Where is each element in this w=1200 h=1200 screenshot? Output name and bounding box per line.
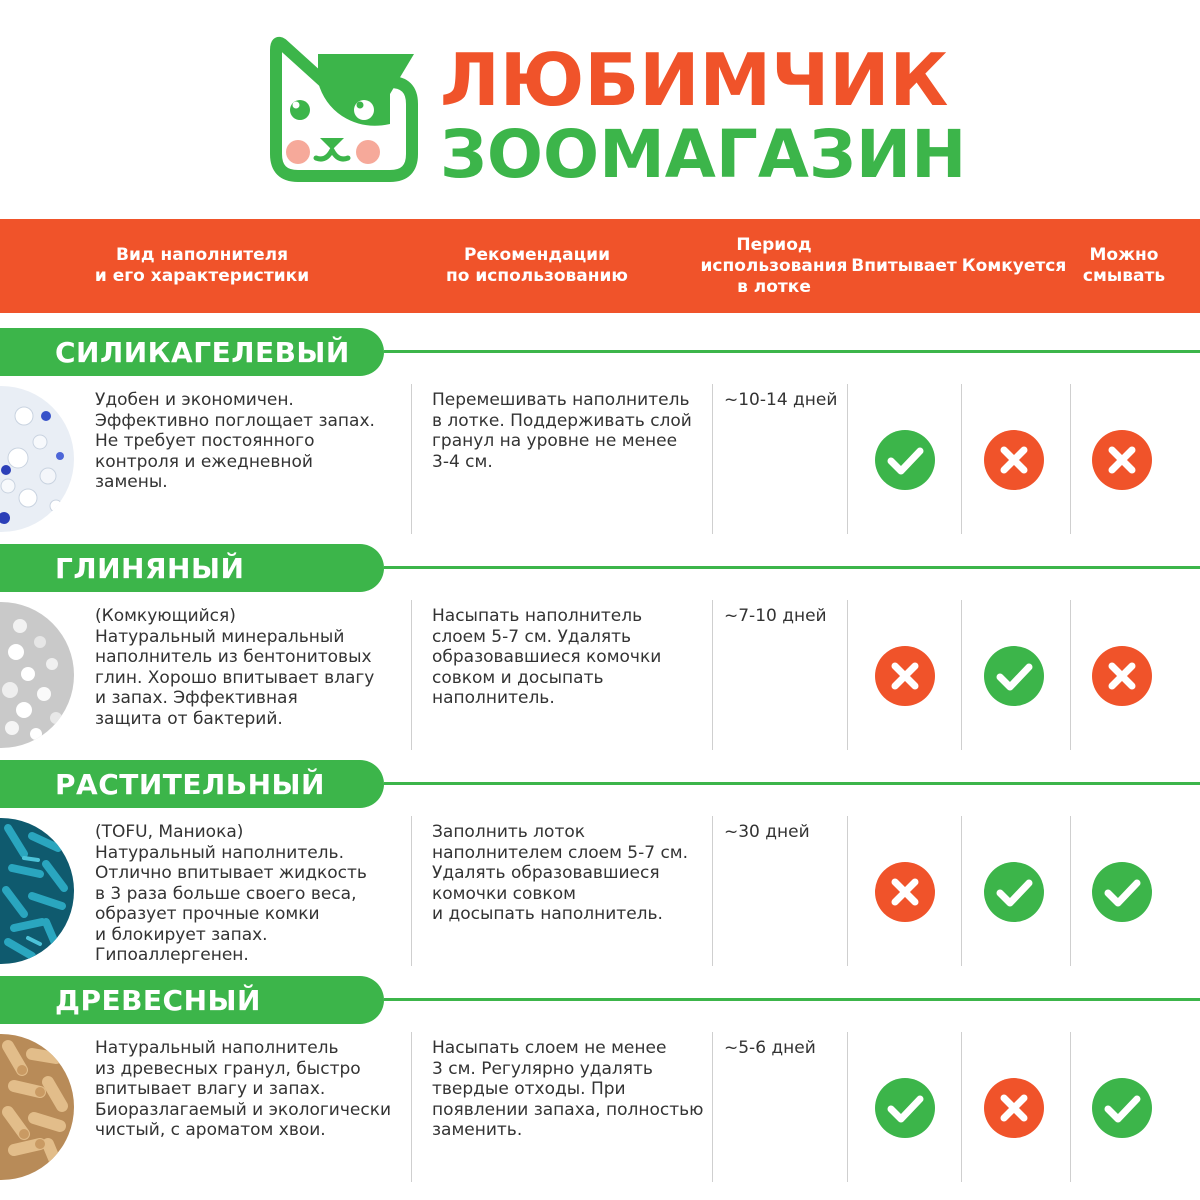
section-wood [0,976,1200,1192]
cross-icon [984,430,1044,490]
divider [411,816,412,966]
divider [961,384,962,534]
banner-line [384,998,1200,1001]
recommendation: Насыпать наполнитель слоем 5-7 см. Удалять образовавшиеся комочки совком и досыпать наполнитель. [432,606,662,708]
divider [712,1032,713,1182]
recommendation: Насыпать слоем не менее 3 см. Регулярно удалять твердые отходы. При появлении запаха, полностью заменить. [432,1038,704,1140]
divider [847,816,848,966]
cross-icon [984,1078,1044,1138]
brand-subtitle: ЗООМАГАЗИН [440,116,967,193]
divider [1070,1032,1071,1182]
header-clumps: Комкуется [961,255,1067,276]
banner-line [384,566,1200,569]
recommendation: Заполнить лоток наполнителем слоем 5-7 см. Удалять образовавшиеся комочки совком и досыпать наполнитель. [432,822,689,924]
check-icon [875,1078,935,1138]
check-icon [984,862,1044,922]
section-title: ДРЕВЕСНЫЙ [55,983,261,1017]
period: ~7-10 дней [724,606,827,626]
divider [411,1032,412,1182]
cross-icon [875,862,935,922]
section-title: РАСТИТЕЛЬНЫЙ [55,767,325,801]
divider [961,600,962,750]
check-icon [1092,862,1152,922]
period: ~10-14 дней [724,390,838,410]
brand-name: ЛЮБИМЧИК [440,38,949,122]
divider [961,816,962,966]
divider [712,384,713,534]
divider [1070,600,1071,750]
divider [847,600,848,750]
section-title: ГЛИНЯНЫЙ [55,551,245,585]
section-silica [0,328,1200,544]
section-title: СИЛИКАГЕЛЕВЫЙ [55,335,350,369]
header-flushable: Можно смывать [1082,245,1166,286]
cross-icon [1092,430,1152,490]
description: (TOFU, Маниока) Натуральный наполнитель. Отлично впитывает жидкость в 3 раза больше своего веса, образует прочные комки и блокирует запах. Гипоаллергенен. [95,822,367,965]
description: Натуральный наполнитель из древесных гранул, быстро впитывает влагу и запах. Биоразлагаемый и экологически чистый, с ароматом хвои. [95,1038,392,1140]
wood-pellets-photo [0,1034,74,1180]
silica-gel-photo [0,386,74,532]
divider [961,1032,962,1182]
period: ~5-6 дней [724,1038,816,1058]
divider [411,600,412,750]
divider [1070,384,1071,534]
divider [847,1032,848,1182]
recommendation: Перемешивать наполнитель в лотке. Поддерживать слой гранул на уровне не менее 3-4 см. [432,390,692,472]
banner-line [384,782,1200,785]
cross-icon [875,646,935,706]
section-clay [0,544,1200,760]
header-period: Период использования в лотке [700,234,848,297]
clay-photo [0,602,74,748]
table-header [0,219,1200,313]
description: Удобен и экономичен. Эффективно поглощает запах. Не требует постоянного контроля и ежедневной замены. [95,390,375,492]
check-icon [984,646,1044,706]
header-recommendations: Рекомендации по использованию [446,245,628,286]
period: ~30 дней [724,822,810,842]
plant-pellets-photo [0,818,74,964]
header-type: Вид наполнителя и его характеристики [94,245,310,286]
description: (Комкующийся) Натуральный минеральный наполнитель из бентонитовых глин. Хорошо впитывает влагу и запах. Эффективная защита от бактерий. [95,606,375,729]
divider [712,816,713,966]
section-plant [0,760,1200,976]
cross-icon [1092,646,1152,706]
check-icon [875,430,935,490]
logo-cat-icon [268,34,420,190]
check-icon [1092,1078,1152,1138]
divider [712,600,713,750]
banner-line [384,350,1200,353]
divider [411,384,412,534]
header-absorbs: Впитывает [851,255,957,276]
divider [1070,816,1071,966]
divider [847,384,848,534]
